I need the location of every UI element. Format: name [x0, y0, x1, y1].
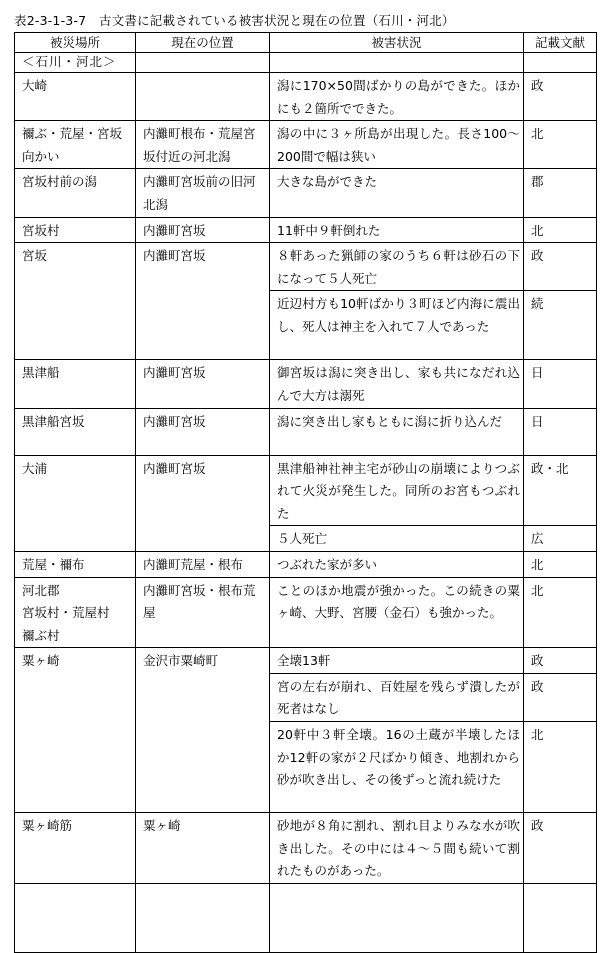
place-cell: 禰ぶ・荒屋・宮坂向かい — [15, 121, 136, 169]
location-cell — [136, 883, 270, 952]
place-cell: 大浦 — [15, 455, 136, 551]
damage-cell: 御宮坂は潟に突き出し、家も共になだれ込んで大方は溺死 — [270, 360, 524, 408]
location-cell: 内灘町宮坂 — [136, 217, 270, 243]
table-caption: 表2-3-1-3-7 古文書に記載されている被害状況と現在の位置（石川・河北） — [14, 13, 455, 28]
location-cell: 内灘町宮坂前の旧河北潟 — [136, 169, 270, 217]
place-cell: 大崎 — [15, 73, 136, 121]
source-cell: 北 — [524, 551, 597, 577]
place-cell: 荒屋・禰布 — [15, 551, 136, 577]
damage-cell: 大きな島ができた — [270, 169, 524, 217]
source-cell: 北 — [524, 722, 597, 813]
table-row — [15, 121, 597, 169]
source-cell: 北 — [524, 217, 597, 243]
place-cell: 宮坂村 — [15, 217, 136, 243]
header-location: 現在の位置 — [136, 33, 270, 53]
location-cell — [136, 73, 270, 121]
damage-table — [14, 32, 597, 953]
header-row — [15, 33, 597, 53]
section-label: ＜石川・河北＞ — [15, 53, 136, 73]
table-row — [15, 648, 597, 674]
damage-cell: ことのほか地震が強かった。この続きの粟ヶ崎、大野、宮腰（金石）も強かった。 — [270, 577, 524, 648]
damage-cell: 宮の左右が崩れ、百姓屋を残らず潰したが死者はなし — [270, 673, 524, 721]
damage-cell: 20軒中３軒全壊。16の土蔵が半壊したほか12軒の家が２尺ばかり傾き、地割れから砂が吹き出し、その後ずっと流れ続けた — [270, 722, 524, 813]
location-cell: 金沢市粟崎町 — [136, 648, 270, 813]
source-cell: 政 — [524, 648, 597, 674]
source-cell: 郡 — [524, 169, 597, 217]
source-cell: 日 — [524, 360, 597, 408]
damage-cell: 潟に170×50間ばかりの島ができた。ほかにも２箇所でできた。 — [270, 73, 524, 121]
section-empty-cell — [524, 53, 597, 73]
damage-cell: つぶれた家が多い — [270, 551, 524, 577]
table-row — [15, 408, 597, 455]
source-cell: 続 — [524, 291, 597, 360]
table-row — [15, 360, 597, 408]
damage-cell: 11軒中９軒倒れた — [270, 217, 524, 243]
location-cell: 粟ヶ崎 — [136, 813, 270, 884]
place-cell: 粟ヶ崎筋 — [15, 813, 136, 884]
location-cell: 内灘町根布・荒屋宮坂付近の河北潟 — [136, 121, 270, 169]
header-damage: 被害状況 — [270, 33, 524, 53]
header-place: 被災場所 — [15, 33, 136, 53]
table-row — [15, 217, 597, 243]
source-cell: 政 — [524, 673, 597, 721]
table-row — [15, 455, 597, 526]
source-cell: 政・北 — [524, 455, 597, 526]
header-source: 記載文献 — [524, 33, 597, 53]
place-cell: 宮坂村前の潟 — [15, 169, 136, 217]
source-cell — [524, 883, 597, 952]
table-row — [15, 813, 597, 884]
place-cell: 宮坂 — [15, 243, 136, 360]
location-cell: 内灘町宮坂 — [136, 243, 270, 360]
damage-cell: 黒津船神社神主宅が砂山の崩壊によりつぶれて火災が発生した。同所のお宮もつぶれた — [270, 455, 524, 526]
damage-cell: 全壊13軒 — [270, 648, 524, 674]
damage-cell: ５人死亡 — [270, 526, 524, 552]
place-cell: 粟ヶ崎 — [15, 648, 136, 813]
section-empty-cell — [270, 53, 524, 73]
table-row — [15, 551, 597, 577]
place-cell: 河北郡 宮坂村・荒屋村 禰ぶ村 — [15, 577, 136, 648]
damage-cell: 砂地が８角に割れ、割れ目よりみな水が吹き出した。その中には４～５間も続いて割れたものがあった。 — [270, 813, 524, 884]
table-row — [15, 169, 597, 217]
section-empty-cell — [136, 53, 270, 73]
source-cell: 広 — [524, 526, 597, 552]
location-cell: 内灘町宮坂 — [136, 455, 270, 551]
table-row — [15, 883, 597, 952]
source-cell: 北 — [524, 121, 597, 169]
section-row — [15, 53, 597, 73]
location-cell: 内灘町宮坂・根布荒屋 — [136, 577, 270, 648]
damage-cell: 潟の中に３ヶ所島が出現した。長さ100～200間で幅は狭い — [270, 121, 524, 169]
source-cell: 政 — [524, 73, 597, 121]
source-cell: 日 — [524, 408, 597, 455]
source-cell: 北 — [524, 577, 597, 648]
damage-cell — [270, 883, 524, 952]
location-cell: 内灘町宮坂 — [136, 360, 270, 408]
place-cell: 黒津船宮坂 — [15, 408, 136, 455]
source-cell: 政 — [524, 813, 597, 884]
table-row — [15, 73, 597, 121]
damage-cell: 潟に突き出し家もともに潟に折り込んだ — [270, 408, 524, 455]
place-cell — [15, 883, 136, 952]
location-cell: 内灘町荒屋・根布 — [136, 551, 270, 577]
damage-cell: 近辺村方も10軒ばかり３町ほど内海に震出し、死人は神主を入れて７人であった — [270, 291, 524, 360]
place-cell: 黒津船 — [15, 360, 136, 408]
table-row — [15, 577, 597, 648]
damage-cell: ８軒あった猟師の家のうち６軒は砂石の下になって５人死亡 — [270, 243, 524, 291]
location-cell: 内灘町宮坂 — [136, 408, 270, 455]
table-row — [15, 243, 597, 291]
source-cell: 政 — [524, 243, 597, 291]
